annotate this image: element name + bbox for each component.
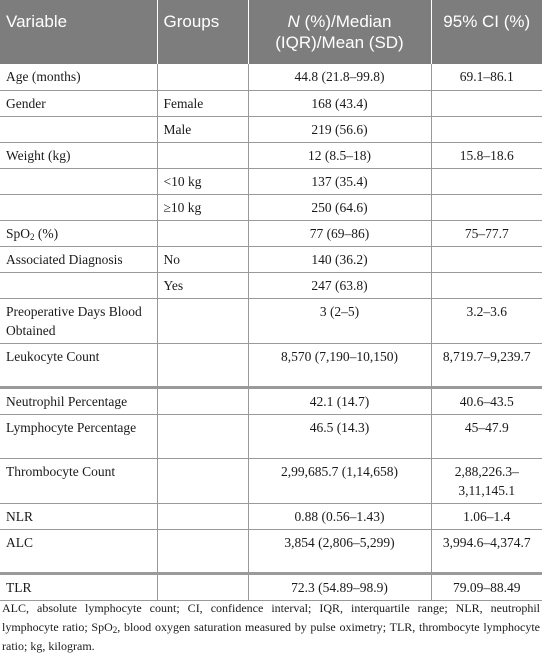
table-row	[0, 90, 542, 116]
cell-group: Female	[157, 90, 248, 116]
cell-value: 0.88 (0.56–1.43)	[248, 503, 431, 529]
cell-ci: 15.8–18.6	[431, 142, 542, 168]
cell-group	[157, 142, 248, 168]
cell-ci: 2,88,226.3–3,11,145.1	[431, 458, 542, 503]
cell-group	[157, 387, 248, 414]
cell-value: 77 (69–86)	[248, 220, 431, 246]
footnote-text-continued: , blood oxygen saturation measured by pulse oximetry; TLR, thrombocyte lymphocyte ratio; kg, kilogram.	[2, 620, 540, 653]
table-row	[0, 298, 542, 343]
cell-ci	[431, 116, 542, 142]
cell-variable	[0, 116, 157, 142]
cell-ci	[431, 194, 542, 220]
cell-variable: Weight (kg)	[0, 142, 157, 168]
cell-ci	[431, 272, 542, 298]
cell-group	[157, 343, 248, 387]
spo2-unit: (%)	[34, 225, 59, 241]
cell-variable: Age (months)	[0, 64, 157, 90]
table-row	[0, 529, 542, 573]
cell-variable: Lymphocyte Percentage	[0, 414, 157, 458]
header-variable: Variable	[0, 0, 157, 64]
table-body	[0, 64, 542, 600]
cell-value: 137 (35.4)	[248, 168, 431, 194]
spo2-label: SpO	[6, 225, 31, 241]
header-groups: Groups	[157, 0, 248, 64]
table-row	[0, 142, 542, 168]
cell-value: 247 (63.8)	[248, 272, 431, 298]
table-row	[0, 343, 542, 387]
cell-variable: NLR	[0, 503, 157, 529]
table-row	[0, 116, 542, 142]
footnote-text: ALC, absolute lymphocyte count; CI, confidence interval; IQR, interquartile range; NLR, neutrophil lymphocyte ratio; SpO	[2, 601, 540, 634]
cell-ci: 45–47.9	[431, 414, 542, 458]
cell-value: 44.8 (21.8–99.8)	[248, 64, 431, 90]
header-ci: 95% CI (%)	[431, 0, 542, 64]
cell-value: 3 (2–5)	[248, 298, 431, 343]
table-row	[0, 246, 542, 272]
cell-group	[157, 529, 248, 573]
cell-value: 3,854 (2,806–5,299)	[248, 529, 431, 573]
cell-value: 2,99,685.7 (1,14,658)	[248, 458, 431, 503]
table-row	[0, 194, 542, 220]
cell-value: 12 (8.5–18)	[248, 142, 431, 168]
cell-ci: 3,994.6–4,374.7	[431, 529, 542, 573]
cell-variable: Neutrophil Percentage	[0, 387, 157, 414]
cell-group	[157, 458, 248, 503]
cell-variable	[0, 220, 157, 246]
cell-variable: Thrombocyte Count	[0, 458, 157, 503]
cell-variable: Preoperative Days Blood Obtained	[0, 298, 157, 343]
cell-variable: TLR	[0, 573, 157, 600]
table-header	[0, 0, 542, 64]
cell-variable: Associated Diagnosis	[0, 246, 157, 272]
cell-group	[157, 573, 248, 600]
cell-value: 140 (36.2)	[248, 246, 431, 272]
cell-group: <10 kg	[157, 168, 248, 194]
table-row	[0, 64, 542, 90]
cell-group	[157, 298, 248, 343]
cell-value: 42.1 (14.7)	[248, 387, 431, 414]
table-row	[0, 168, 542, 194]
cell-variable	[0, 168, 157, 194]
cell-group: No	[157, 246, 248, 272]
table-row	[0, 387, 542, 414]
cell-value: 72.3 (54.89–98.9)	[248, 573, 431, 600]
cell-group: Male	[157, 116, 248, 142]
cell-ci: 8,719.7–9,239.7	[431, 343, 542, 387]
footnote-subscript: 2	[112, 625, 118, 635]
cell-group	[157, 220, 248, 246]
cell-ci: 79.09–88.49	[431, 573, 542, 600]
cell-value: 46.5 (14.3)	[248, 414, 431, 458]
cell-group: Yes	[157, 272, 248, 298]
header-n-symbol: N	[287, 12, 300, 31]
cell-ci	[431, 168, 542, 194]
cell-ci: 75–77.7	[431, 220, 542, 246]
cell-variable	[0, 194, 157, 220]
table-row	[0, 414, 542, 458]
cell-ci	[431, 246, 542, 272]
cell-value: 8,570 (7,190–10,150)	[248, 343, 431, 387]
table-row	[0, 458, 542, 503]
table-row	[0, 503, 542, 529]
cell-group	[157, 503, 248, 529]
cell-group	[157, 64, 248, 90]
cell-variable: Leukocyte Count	[0, 343, 157, 387]
header-statistic-text: (%)/Median (IQR)/Mean (SD)	[275, 12, 404, 52]
cell-ci: 1.06–1.4	[431, 503, 542, 529]
cell-value: 168 (43.4)	[248, 90, 431, 116]
cell-group	[157, 414, 248, 458]
cell-ci	[431, 90, 542, 116]
header-statistic	[248, 0, 431, 64]
cell-variable: ALC	[0, 529, 157, 573]
cell-variable	[0, 272, 157, 298]
table-footnote	[2, 599, 540, 656]
cell-value: 250 (64.6)	[248, 194, 431, 220]
cell-variable: Gender	[0, 90, 157, 116]
table-row	[0, 272, 542, 298]
cell-ci: 69.1–86.1	[431, 64, 542, 90]
cell-value: 219 (56.6)	[248, 116, 431, 142]
table-row	[0, 220, 542, 246]
cell-ci: 3.2–3.6	[431, 298, 542, 343]
spo2-subscript: 2	[30, 231, 35, 242]
cell-ci: 40.6–43.5	[431, 387, 542, 414]
table-row	[0, 573, 542, 600]
cell-group: ≥10 kg	[157, 194, 248, 220]
